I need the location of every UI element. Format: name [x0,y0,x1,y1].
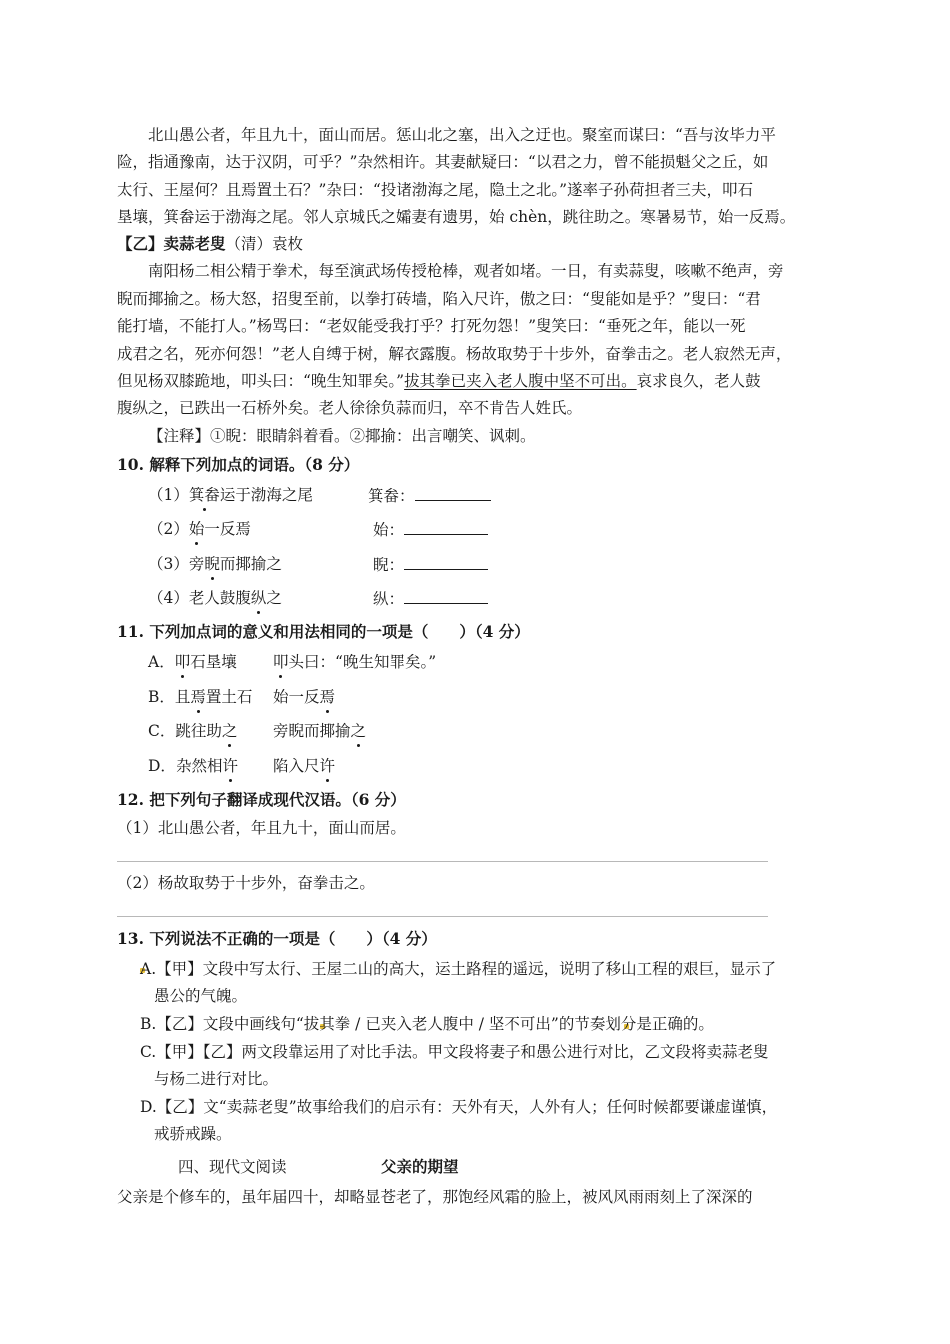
option-text: 置土石 [205,688,253,706]
q11-option-c[interactable] [148,720,237,742]
option-text: 跳往助 [175,722,222,740]
q12-title: 12. 把下列句子翻译成现代汉语。（6 分） [117,790,406,809]
yi-heading-label: 【乙】卖蒜老叟 [117,234,226,253]
jia-line-2: 险，指通豫南，达于汉阴，可乎？”杂然相许。其妻献疑曰：“以君之力，曾不能损魁父之丘，如 [117,153,769,171]
option-text: 头曰：“晚生知罪矣。” [288,653,437,671]
answer-blank[interactable] [404,518,488,535]
option-text: 杂然相 [175,757,223,775]
yi-line-3: 能打墙，不能打人。”杨骂曰：“老奴能受我打乎？打死勿怨！”叟笑曰：“垂死之年，能以一死 [117,317,746,335]
option-text: 陷入尺 [273,757,320,775]
q11-option-b-compare [273,686,335,708]
yi-line-1: 南阳杨二相公精于拳术，每至演武场传授枪棒，观者如堵。一日，有卖蒜叟，咳嗽不绝声，旁 [148,262,784,280]
yi-line-5-after: 哀求良久，老人鼓 [636,372,761,390]
q10-item-prefix: （4） [148,589,189,607]
q10-term: 始： [373,521,405,539]
option-label: A． [148,653,175,671]
q10-term: 箕畚： [368,487,415,505]
q13-option-b[interactable]: B.【乙】文段中画线句“拔其拳 / 已夹入老人腹中 / 坚不可出”的节奏划分是正确的。 [140,1015,714,1033]
dotted-word: 纵 [250,589,267,607]
jia-line-1: 北山愚公者，年且九十，面山而居。惩山北之塞，出入之迂也。聚室而谋曰：“吾与汝毕力平 [148,126,776,144]
q10-item-prefix: （1） [148,486,189,504]
option-text: 且 [174,688,191,706]
q10-item-3 [148,553,282,575]
jia-line-3: 太行、王屋何？且焉置土石？”杂曰：“投诸渤海之尾，隐土之北。”遂率子孙荷担者三夫，叩石 [117,181,754,199]
answer-line-2[interactable] [117,916,768,917]
yi-line-6: 腹纵之，已跌出一石桥外矣。老人徐徐负蒜而归，卒不肯告人姓氏。 [117,399,583,417]
jia-line-4: 垦壤，箕畚运于渤海之尾。邻人京城氏之孀妻有遗男，始 chèn，跳往助之。寒暑易节，始一反焉。 [117,208,796,226]
option-label: B． [148,688,175,706]
q13-option-a-line-1[interactable]: A.【甲】文段中写太行、王屋二山的高大，运土路程的遥远，说明了移山工程的艰巨，显示了 [140,960,777,978]
q13-option-c-line-1[interactable]: C.【甲】【乙】两文段靠运用了对比手法。甲文段将妻子和愚公进行对比，乙文段将卖蒜老叟 [140,1043,769,1061]
option-text: 石垦壤 [190,653,237,671]
q10-item-text: 运于渤海之尾 [219,486,313,504]
dotted-word: 叩 [273,653,289,671]
yi-heading [117,233,303,255]
q11-option-b[interactable] [148,686,252,708]
q13-option-d-line-1[interactable]: D.【乙】文“卖蒜老叟”故事给我们的启示有：天外有天，人外有人；任何时候都要谦虚谨慎， [140,1098,778,1116]
q10-item-prefix: （3） [148,555,189,573]
dotted-word: 睨 [204,555,220,573]
q10-item-text: 之 [266,589,282,607]
q10-item-text: 而揶揄之 [219,555,282,573]
q10-item-1 [148,484,313,506]
q13-title: 13. 下列说法不正确的一项是（ ）（4 分） [117,929,437,948]
dotted-word: 箕畚 [188,486,220,504]
q10-item-text: 老人鼓腹 [188,589,251,607]
q10-item-prefix: （2） [148,520,189,538]
q11-option-a-compare [273,651,436,673]
q11-option-d[interactable] [148,755,238,777]
q12-sentence-2: （2）杨故取势于十步外，奋拳击之。 [117,874,375,892]
q10-answer-1 [368,484,491,507]
q10-term: 纵： [373,590,405,608]
yi-heading-source: （清）袁枚 [225,235,304,253]
q11-title: 11. 下列加点词的意义和用法相同的一项是（ ）（4 分） [117,622,530,641]
underlined-sentence: 拔其拳已夹入老人腹中坚不可出。 [404,372,637,390]
option-text: 旁睨而揶揄 [273,722,351,740]
section-first-line: 父亲是个修车的，虽年届四十，却略显苍老了，那饱经风霜的脸上，被风风雨雨刻上了深深的 [117,1188,753,1206]
q11-option-a[interactable] [148,651,237,673]
q10-item-2 [148,518,251,540]
section-title: 父亲的期望 [381,1157,459,1176]
dotted-word: 焉 [190,688,206,706]
q10-answer-4 [373,587,488,610]
yi-line-2: 睨而揶揄之。杨大怒，招叟至前，以拳打砖墙，陷入尺许，傲之曰：“叟能如是乎？”叟曰：“君 [117,290,761,308]
q11-option-c-compare [273,720,366,742]
q10-item-text: 一反焉 [204,520,251,538]
yi-line-5 [117,370,761,392]
section-label: 四、现代文阅读 [178,1158,287,1176]
dotted-word: 许 [222,757,238,775]
q10-answer-2 [373,518,488,541]
yi-line-4: 成君之名，死亦何怨！”老人自缚于树，解衣露腹。杨故取势于十步外，奋拳击之。老人寂然无声， [117,345,792,363]
answer-blank[interactable] [415,484,491,501]
q10-term: 睨： [373,556,405,574]
q11-option-d-compare [273,755,335,777]
q10-title: 10. 解释下列加点的词语。（8 分） [117,455,360,474]
answer-blank[interactable] [404,553,488,570]
option-label: C． [148,722,176,740]
option-text: 始一反 [273,688,320,706]
dotted-word: 焉 [319,688,336,706]
q10-item-4 [148,587,282,609]
yi-note: 【注释】①睨：眼睛斜着看。②揶揄：出言嘲笑、讽刺。 [148,427,536,445]
yi-line-5-before: 但见杨双膝跪地，叩头曰：“晚生知罪矣。” [117,372,405,390]
dotted-word: 之 [350,722,367,740]
dotted-word: 许 [319,757,336,775]
dotted-word: 始 [188,520,205,538]
q13-option-a-line-2: 愚公的气魄。 [154,987,248,1005]
q10-answer-3 [373,553,488,576]
answer-line-1[interactable] [117,861,768,862]
q13-option-c-line-2: 与杨二进行对比。 [154,1070,279,1088]
q10-item-text: 旁 [188,555,205,573]
dotted-word: 之 [221,722,238,740]
dotted-word: 叩 [174,653,191,671]
option-label: D． [148,757,176,775]
q12-sentence-1: （1）北山愚公者，年且九十，面山而居。 [117,819,406,837]
answer-blank[interactable] [404,587,488,604]
q13-option-d-line-2: 戒骄戒躁。 [154,1125,232,1143]
